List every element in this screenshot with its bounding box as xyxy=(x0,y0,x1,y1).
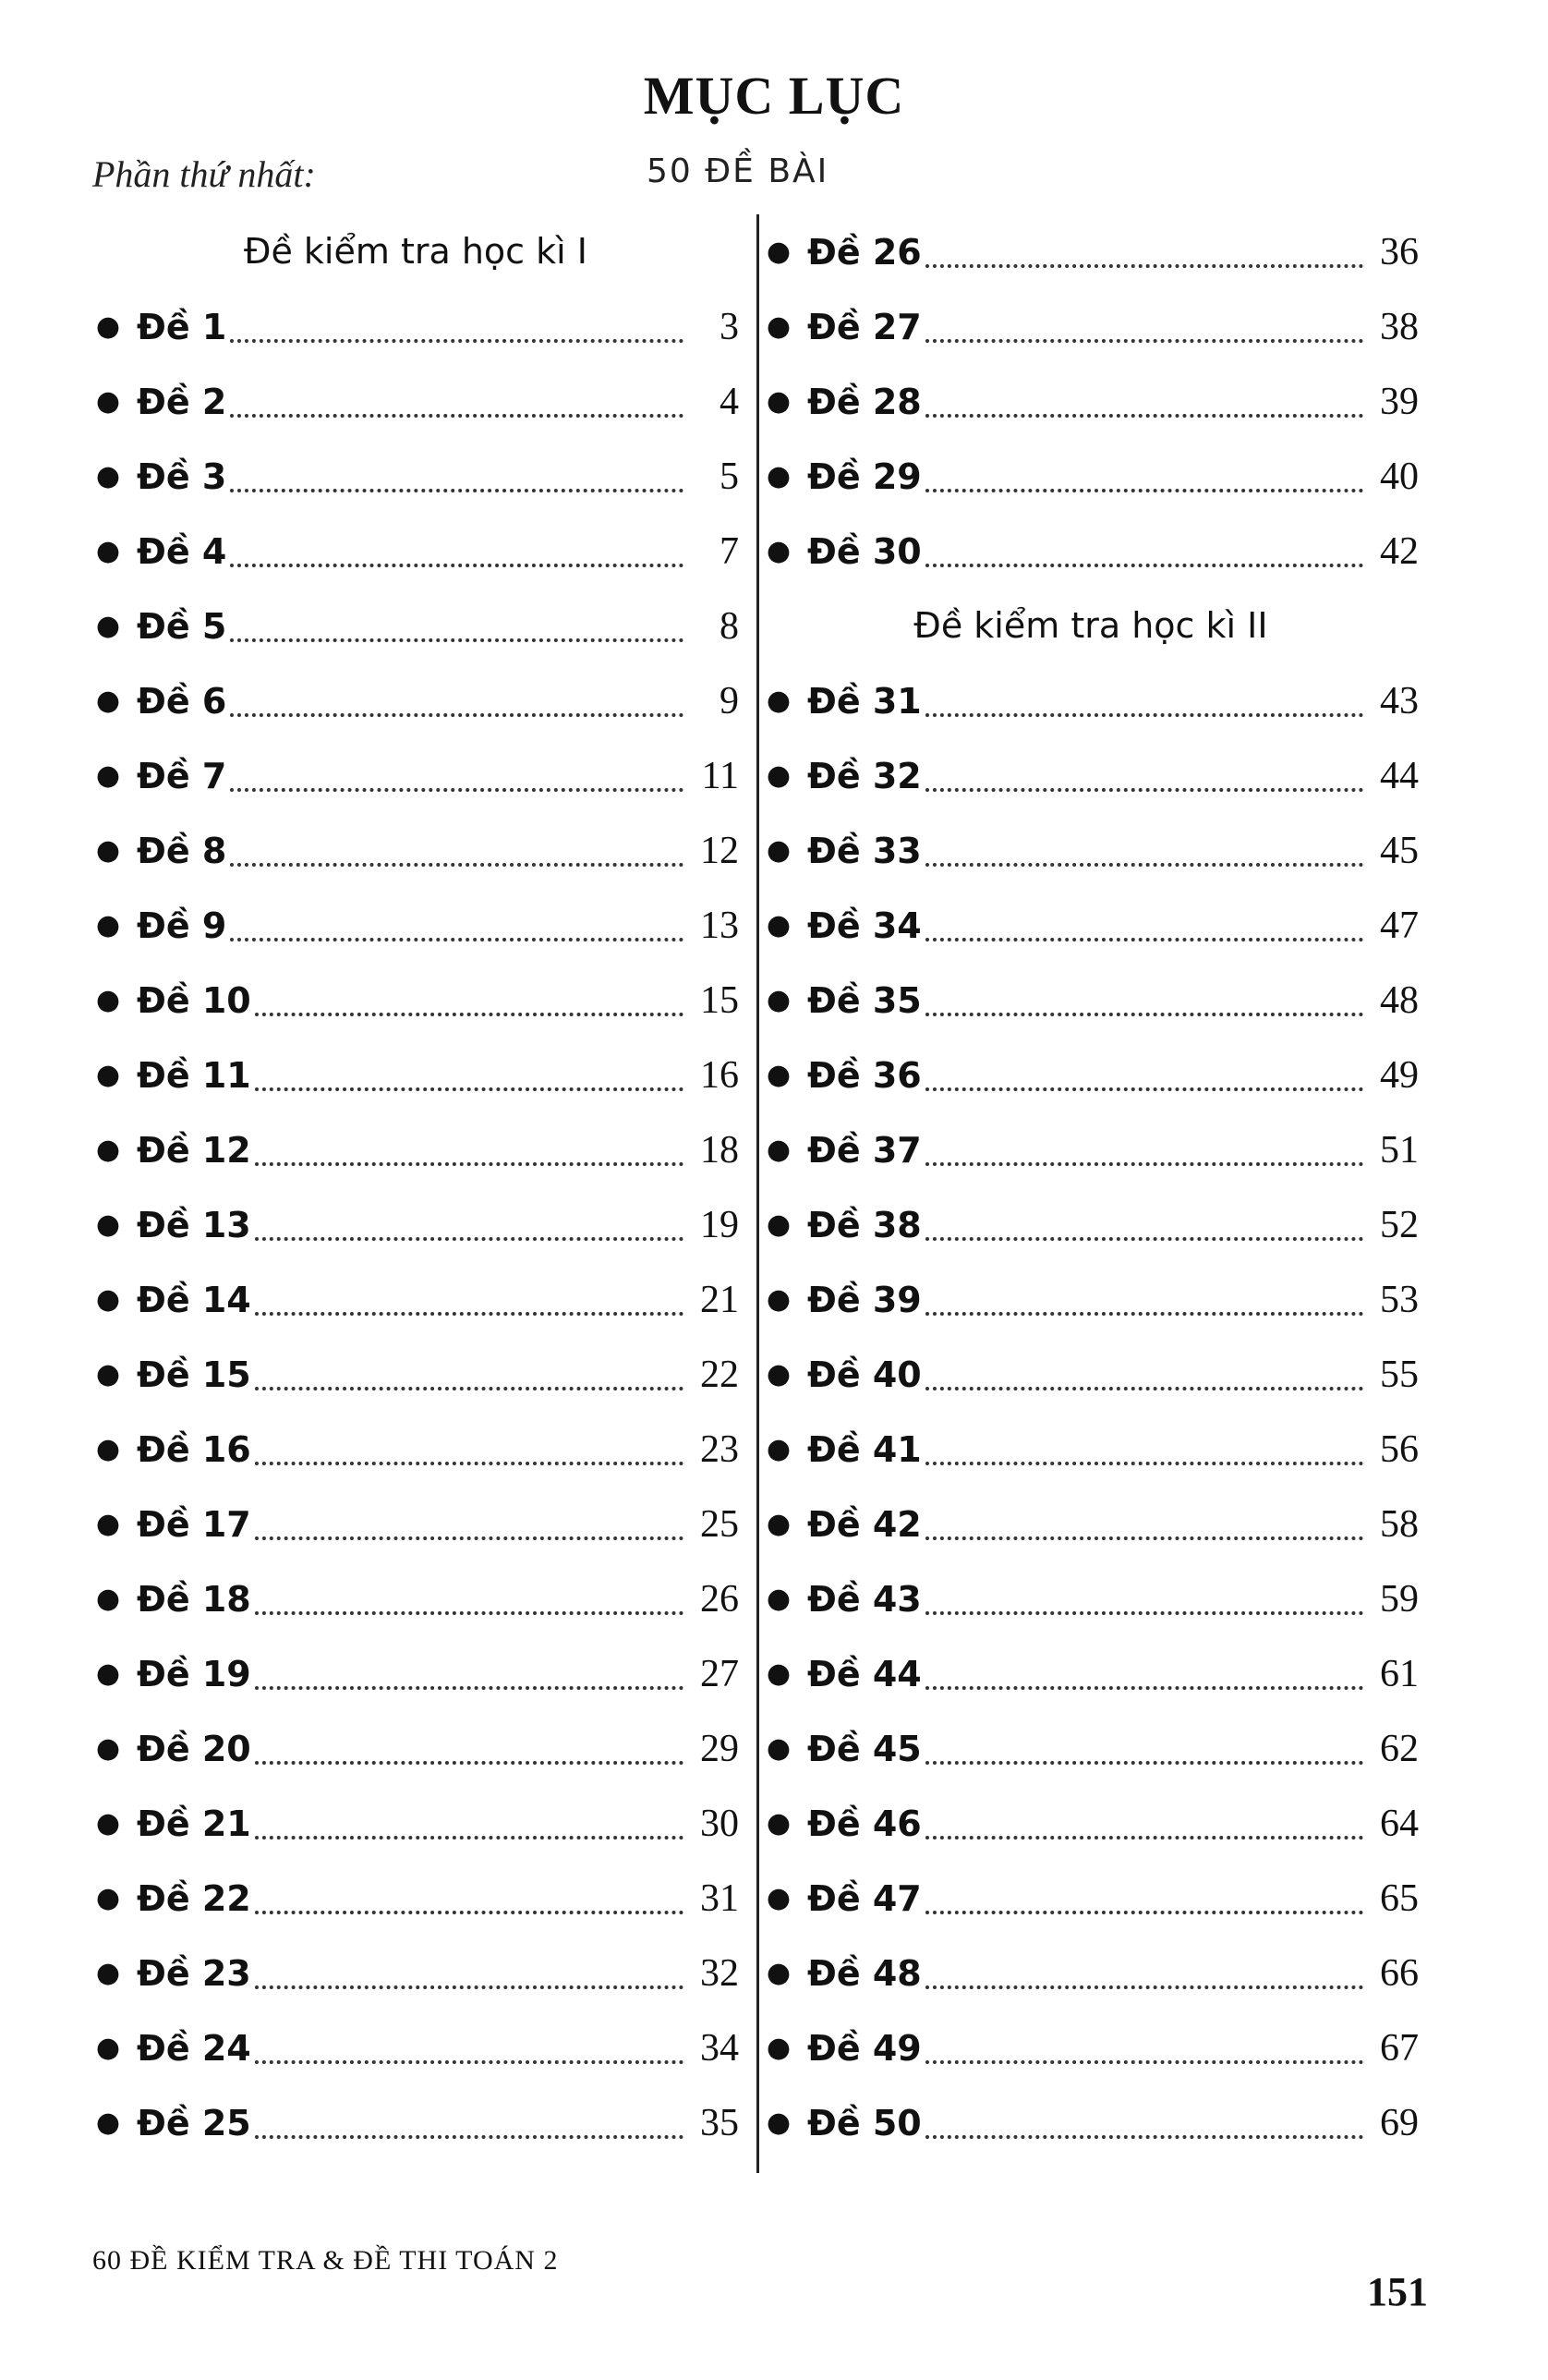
toc-entry-page: 65 xyxy=(1380,1876,1419,1920)
toc-entry-label: Đề 46 xyxy=(807,1803,922,1844)
toc-entry-page: 42 xyxy=(1380,529,1419,573)
dot-leader xyxy=(255,1078,683,1091)
toc-list-right-top xyxy=(763,214,1419,589)
toc-entry[interactable] xyxy=(92,1337,739,1412)
toc-entry[interactable] xyxy=(92,514,739,589)
toc-entry-page: 12 xyxy=(700,829,739,872)
bullet-icon: ● xyxy=(766,1583,792,1615)
toc-entry-label: Đề 50 xyxy=(807,2102,922,2143)
bullet-icon: ● xyxy=(766,1658,792,1690)
bullet-icon: ● xyxy=(766,1957,792,1989)
toc-entry[interactable] xyxy=(763,1187,1419,1262)
toc-entry[interactable] xyxy=(763,289,1419,364)
bullet-icon: ● xyxy=(95,1658,121,1690)
toc-entry-page: 3 xyxy=(720,305,739,348)
toc-entry-label: Đề 5 xyxy=(137,605,227,647)
toc-entry-page: 39 xyxy=(1380,380,1419,423)
toc-entry-label: Đề 16 xyxy=(137,1428,251,1470)
toc-entry[interactable] xyxy=(92,589,739,663)
dot-leader xyxy=(230,929,683,941)
dot-leader xyxy=(925,330,1363,343)
toc-entry[interactable] xyxy=(92,1786,739,1861)
dot-leader xyxy=(925,1602,1363,1615)
toc-entry[interactable] xyxy=(92,1038,739,1112)
toc-entry-label: Đề 34 xyxy=(807,905,922,946)
toc-entry[interactable] xyxy=(92,364,739,439)
toc-entry-page: 40 xyxy=(1380,455,1419,498)
dot-leader xyxy=(255,1976,683,1989)
dot-leader xyxy=(230,480,683,492)
dot-leader xyxy=(925,1901,1363,1914)
toc-entry-label: Đề 49 xyxy=(807,2027,922,2069)
dot-leader xyxy=(925,2126,1363,2139)
toc-entry[interactable] xyxy=(92,738,739,813)
dot-leader xyxy=(255,1677,683,1690)
toc-entry-label: Đề 9 xyxy=(137,905,227,946)
toc-entry-page: 19 xyxy=(700,1203,739,1246)
toc-entry-label: Đề 45 xyxy=(807,1728,922,1769)
dot-leader xyxy=(230,405,683,418)
toc-entry-page: 38 xyxy=(1380,305,1419,348)
toc-entry-label: Đề 35 xyxy=(807,979,922,1021)
toc-entry[interactable] xyxy=(763,1038,1419,1112)
toc-entry-label: Đề 40 xyxy=(807,1354,922,1395)
toc-entry-label: Đề 1 xyxy=(137,306,227,347)
toc-entry-page: 62 xyxy=(1380,1727,1419,1770)
toc-entry-label: Đề 41 xyxy=(807,1428,922,1470)
toc-entry[interactable] xyxy=(92,888,739,963)
toc-entry-label: Đề 12 xyxy=(137,1129,251,1171)
toc-entry[interactable] xyxy=(92,1412,739,1487)
toc-entry-page: 56 xyxy=(1380,1427,1419,1471)
toc-entry-label: Đề 24 xyxy=(137,2027,251,2069)
toc-entry-label: Đề 20 xyxy=(137,1728,251,1769)
toc-entry-page: 16 xyxy=(700,1053,739,1097)
dot-leader xyxy=(230,704,683,717)
toc-entry-page: 67 xyxy=(1380,2026,1419,2070)
bullet-icon: ● xyxy=(766,1882,792,1914)
toc-entry[interactable] xyxy=(92,1187,739,1262)
toc-entry-page: 55 xyxy=(1380,1353,1419,1396)
bullet-icon: ● xyxy=(95,984,121,1016)
toc-entry[interactable] xyxy=(763,1487,1419,1561)
toc-entry-label: Đề 14 xyxy=(137,1279,251,1320)
toc-entry-page: 32 xyxy=(700,1951,739,1995)
bullet-icon: ● xyxy=(766,759,792,792)
dot-leader xyxy=(925,1378,1363,1390)
dot-leader xyxy=(925,854,1363,867)
section-heading-semester-1: Đề kiểm tra học kì I xyxy=(244,231,587,272)
bullet-icon: ● xyxy=(95,1283,121,1316)
bullet-icon: ● xyxy=(766,460,792,492)
toc-entry-page: 52 xyxy=(1380,1203,1419,1246)
bullet-icon: ● xyxy=(95,1957,121,1989)
toc-entry-label: Đề 30 xyxy=(807,530,922,572)
dot-leader xyxy=(925,1827,1363,1840)
dot-leader xyxy=(255,1003,683,1016)
dot-leader xyxy=(255,1527,683,1540)
bullet-icon: ● xyxy=(766,236,792,268)
dot-leader xyxy=(925,1003,1363,1016)
bullet-icon: ● xyxy=(95,1508,121,1540)
bullet-icon: ● xyxy=(766,535,792,567)
toc-entry-label: Đề 42 xyxy=(807,1503,922,1545)
toc-entry[interactable] xyxy=(92,1711,739,1786)
toc-entry-page: 29 xyxy=(700,1727,739,1770)
toc-entry-label: Đề 25 xyxy=(137,2102,251,2143)
toc-list-right-bottom xyxy=(763,663,1419,2160)
dot-leader xyxy=(925,1228,1363,1241)
toc-entry[interactable] xyxy=(92,1936,739,2010)
toc-entry[interactable] xyxy=(92,439,739,514)
toc-entry-page: 4 xyxy=(720,380,739,423)
bullet-icon: ● xyxy=(95,1134,121,1166)
toc-entry-label: Đề 18 xyxy=(137,1578,251,1620)
dot-leader xyxy=(925,1527,1363,1540)
toc-entry-page: 47 xyxy=(1380,904,1419,947)
toc-entry-label: Đề 13 xyxy=(137,1204,251,1245)
dot-leader xyxy=(255,2126,683,2139)
toc-entry-label: Đề 3 xyxy=(137,455,227,497)
dot-leader xyxy=(925,779,1363,792)
dot-leader xyxy=(925,929,1363,941)
toc-entry-label: Đề 17 xyxy=(137,1503,251,1545)
toc-entry-page: 69 xyxy=(1380,2101,1419,2144)
bullet-icon: ● xyxy=(766,2032,792,2064)
bullet-icon: ● xyxy=(95,2107,121,2139)
dot-leader xyxy=(925,1752,1363,1765)
toc-entry[interactable] xyxy=(763,439,1419,514)
bullet-icon: ● xyxy=(766,2107,792,2139)
toc-entry-page: 58 xyxy=(1380,1502,1419,1546)
toc-entry-label: Đề 10 xyxy=(137,979,251,1021)
bullet-icon: ● xyxy=(95,1583,121,1615)
toc-entry-page: 13 xyxy=(700,904,739,947)
bullet-icon: ● xyxy=(95,460,121,492)
toc-entry-page: 18 xyxy=(700,1128,739,1172)
toc-entry[interactable] xyxy=(763,364,1419,439)
toc-entry[interactable] xyxy=(763,1337,1419,1412)
dot-leader xyxy=(230,554,683,567)
bullet-icon: ● xyxy=(766,1059,792,1091)
bullet-icon: ● xyxy=(95,1208,121,1241)
toc-entry-page: 11 xyxy=(701,754,739,797)
dot-leader xyxy=(925,1078,1363,1091)
bullet-icon: ● xyxy=(766,1732,792,1765)
toc-entry-page: 43 xyxy=(1380,679,1419,722)
bullet-icon: ● xyxy=(766,685,792,717)
dot-leader xyxy=(925,2051,1363,2064)
dot-leader xyxy=(230,629,683,642)
bullet-icon: ● xyxy=(766,1283,792,1316)
part-label: Phần thứ nhất: xyxy=(92,153,316,195)
toc-entry-label: Đề 36 xyxy=(807,1054,922,1096)
right-column xyxy=(763,214,1419,2160)
page-title: MỤC LỤC xyxy=(643,66,905,126)
toc-entry[interactable] xyxy=(763,2010,1419,2085)
dot-leader xyxy=(925,554,1363,567)
toc-entry-page: 36 xyxy=(1380,230,1419,273)
toc-entry-page: 7 xyxy=(720,529,739,573)
toc-entry-label: Đề 15 xyxy=(137,1354,251,1395)
toc-entry[interactable] xyxy=(763,738,1419,813)
toc-entry-label: Đề 7 xyxy=(137,755,227,796)
dot-leader xyxy=(230,330,683,343)
section-heading-semester-2: Đề kiểm tra học kì II xyxy=(913,605,1268,646)
toc-entry-page: 27 xyxy=(700,1652,739,1695)
dot-leader xyxy=(255,1228,683,1241)
toc-entry-page: 51 xyxy=(1380,1128,1419,1172)
toc-entry[interactable] xyxy=(92,2085,739,2160)
toc-entry[interactable] xyxy=(763,1412,1419,1487)
dot-leader xyxy=(255,1378,683,1390)
bullet-icon: ● xyxy=(95,834,121,867)
dot-leader xyxy=(255,1752,683,1765)
bullet-icon: ● xyxy=(766,1208,792,1241)
dot-leader xyxy=(230,854,683,867)
toc-entry[interactable] xyxy=(92,963,739,1038)
toc-entry-page: 23 xyxy=(700,1427,739,1471)
toc-entry[interactable] xyxy=(763,1936,1419,2010)
dot-leader xyxy=(925,1677,1363,1690)
bullet-icon: ● xyxy=(95,1358,121,1390)
toc-entry-label: Đề 44 xyxy=(807,1653,922,1694)
dot-leader xyxy=(255,1602,683,1615)
toc-entry[interactable] xyxy=(92,1262,739,1337)
bullet-icon: ● xyxy=(95,1059,121,1091)
toc-entry-page: 22 xyxy=(700,1353,739,1396)
toc-entry-label: Đề 33 xyxy=(807,830,922,871)
toc-entry-label: Đề 22 xyxy=(137,1877,251,1919)
bullet-icon: ● xyxy=(95,385,121,418)
toc-entry[interactable] xyxy=(763,663,1419,738)
toc-entry[interactable] xyxy=(92,289,739,364)
bullet-icon: ● xyxy=(766,1134,792,1166)
toc-entry-page: 25 xyxy=(700,1502,739,1546)
toc-entry[interactable] xyxy=(763,1262,1419,1337)
column-divider xyxy=(756,214,759,2173)
toc-entry[interactable] xyxy=(763,888,1419,963)
toc-entry-page: 21 xyxy=(700,1278,739,1321)
dot-leader xyxy=(255,1153,683,1166)
toc-entry-page: 34 xyxy=(700,2026,739,2070)
toc-entry-label: Đề 43 xyxy=(807,1578,922,1620)
bullet-icon: ● xyxy=(95,535,121,567)
toc-entry[interactable] xyxy=(763,214,1419,289)
bullet-icon: ● xyxy=(766,1358,792,1390)
footer-page-number: 151 xyxy=(1367,2269,1428,2314)
dot-leader xyxy=(255,2051,683,2064)
part-title: 50 ĐỀ BÀI xyxy=(647,152,829,190)
toc-entry-label: Đề 48 xyxy=(807,1952,922,1994)
toc-entry-page: 59 xyxy=(1380,1577,1419,1621)
toc-entry-page: 66 xyxy=(1380,1951,1419,1995)
bullet-icon: ● xyxy=(95,685,121,717)
toc-entry[interactable] xyxy=(763,813,1419,888)
bullet-icon: ● xyxy=(95,1882,121,1914)
toc-entry-label: Đề 47 xyxy=(807,1877,922,1919)
dot-leader xyxy=(925,704,1363,717)
bullet-icon: ● xyxy=(766,385,792,418)
toc-entry[interactable] xyxy=(92,1112,739,1187)
toc-entry[interactable] xyxy=(763,1861,1419,1936)
toc-entry[interactable] xyxy=(763,1561,1419,1636)
bullet-icon: ● xyxy=(766,1807,792,1840)
dot-leader xyxy=(255,1303,683,1316)
toc-list-left xyxy=(92,289,739,2160)
dot-leader xyxy=(255,1827,683,1840)
bullet-icon: ● xyxy=(766,834,792,867)
toc-entry[interactable] xyxy=(92,1561,739,1636)
bullet-icon: ● xyxy=(766,1433,792,1465)
bullet-icon: ● xyxy=(95,310,121,343)
toc-entry[interactable] xyxy=(92,2010,739,2085)
toc-entry-page: 49 xyxy=(1380,1053,1419,1097)
toc-entry-page: 53 xyxy=(1380,1278,1419,1321)
toc-entry-page: 48 xyxy=(1380,978,1419,1022)
toc-entry[interactable] xyxy=(92,1487,739,1561)
dot-leader xyxy=(255,1901,683,1914)
bullet-icon: ● xyxy=(95,1732,121,1765)
toc-entry-label: Đề 26 xyxy=(807,231,922,273)
toc-entry-page: 45 xyxy=(1380,829,1419,872)
bullet-icon: ● xyxy=(766,1508,792,1540)
toc-entry[interactable] xyxy=(92,813,739,888)
bullet-icon: ● xyxy=(95,759,121,792)
toc-entry-page: 30 xyxy=(700,1802,739,1845)
toc-entry-label: Đề 27 xyxy=(807,306,922,347)
left-column xyxy=(92,214,739,2160)
dot-leader xyxy=(230,779,683,792)
toc-entry[interactable] xyxy=(92,1861,739,1936)
bullet-icon: ● xyxy=(95,909,121,941)
footer-book-title: 60 ĐỀ KIỂM TRA & ĐỀ THI TOÁN 2 xyxy=(92,2245,559,2276)
bullet-icon: ● xyxy=(95,1433,121,1465)
toc-entry-label: Đề 8 xyxy=(137,830,227,871)
toc-entry-label: Đề 31 xyxy=(807,680,922,722)
toc-entry[interactable] xyxy=(92,1636,739,1711)
toc-entry[interactable] xyxy=(92,663,739,738)
toc-entry-label: Đề 11 xyxy=(137,1054,251,1096)
toc-entry-page: 9 xyxy=(720,679,739,722)
toc-entry-label: Đề 37 xyxy=(807,1129,922,1171)
toc-entry-page: 61 xyxy=(1380,1652,1419,1695)
dot-leader xyxy=(925,1976,1363,1989)
toc-entry-page: 5 xyxy=(720,455,739,498)
dot-leader xyxy=(925,1452,1363,1465)
toc-entry-label: Đề 28 xyxy=(807,381,922,422)
toc-entry-page: 64 xyxy=(1380,1802,1419,1845)
toc-entry[interactable] xyxy=(763,514,1419,589)
bullet-icon: ● xyxy=(766,310,792,343)
dot-leader xyxy=(255,1452,683,1465)
dot-leader xyxy=(925,480,1363,492)
toc-entry-label: Đề 32 xyxy=(807,755,922,796)
dot-leader xyxy=(925,1303,1363,1316)
bullet-icon: ● xyxy=(95,1807,121,1840)
toc-entry-label: Đề 38 xyxy=(807,1204,922,1245)
toc-entry[interactable] xyxy=(763,963,1419,1038)
bullet-icon: ● xyxy=(95,610,121,642)
bullet-icon: ● xyxy=(95,2032,121,2064)
toc-entry-page: 35 xyxy=(700,2101,739,2144)
toc-entry-page: 31 xyxy=(700,1876,739,1920)
toc-entry-page: 26 xyxy=(700,1577,739,1621)
bullet-icon: ● xyxy=(766,984,792,1016)
toc-entry-page: 8 xyxy=(720,604,739,648)
toc-entry-label: Đề 21 xyxy=(137,1803,251,1844)
toc-entry-label: Đề 19 xyxy=(137,1653,251,1694)
toc-entry-label: Đề 6 xyxy=(137,680,227,722)
toc-entry-label: Đề 2 xyxy=(137,381,227,422)
toc-entry[interactable] xyxy=(763,1711,1419,1786)
toc-entry-label: Đề 4 xyxy=(137,530,227,572)
toc-entry[interactable] xyxy=(763,2085,1419,2160)
toc-entry-page: 15 xyxy=(700,978,739,1022)
dot-leader xyxy=(925,405,1363,418)
toc-entry[interactable] xyxy=(763,1112,1419,1187)
toc-entry-label: Đề 29 xyxy=(807,455,922,497)
toc-entry-page: 44 xyxy=(1380,754,1419,797)
toc-entry[interactable] xyxy=(763,1786,1419,1861)
toc-entry-label: Đề 23 xyxy=(137,1952,251,1994)
toc-entry-label: Đề 39 xyxy=(807,1279,922,1320)
dot-leader xyxy=(925,1153,1363,1166)
toc-entry[interactable] xyxy=(763,1636,1419,1711)
bullet-icon: ● xyxy=(766,909,792,941)
dot-leader xyxy=(925,255,1363,268)
